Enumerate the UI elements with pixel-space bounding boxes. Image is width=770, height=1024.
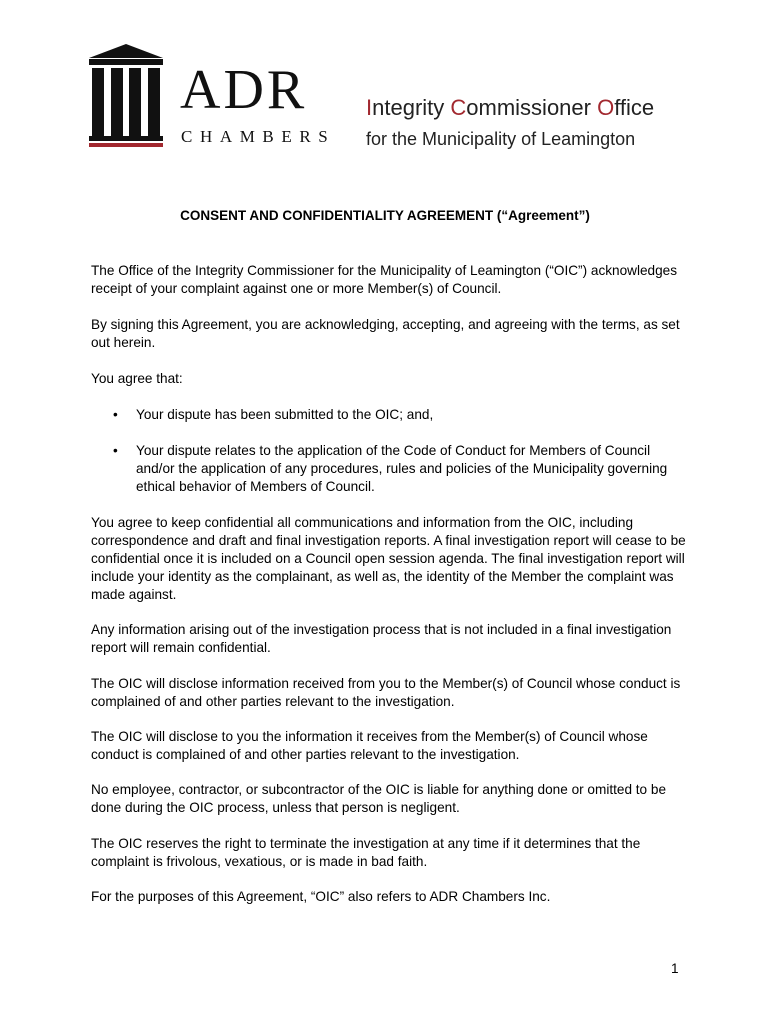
paragraph-you-agree: You agree that: <box>91 371 183 386</box>
building-logo-icon <box>89 44 163 148</box>
paragraph-information: Any information arising out of the investigation process that is not included in a final investigation report will remain confidential. <box>91 622 672 655</box>
bullet-icon: • <box>113 443 118 458</box>
paragraph-signing: By signing this Agreement, you are acknowledging, accepting, and agreeing with the terms, as set out herein. <box>91 317 680 350</box>
paragraph-intro: The Office of the Integrity Commissioner for the Municipality of Leamington (“OIC”) acknowledges receipt of your complaint against one or more Member(s) of Council. <box>91 263 678 296</box>
page-number: 1 <box>671 961 679 976</box>
paragraph-purposes: For the purposes of this Agreement, “OIC” also refers to ADR Chambers Inc. <box>91 889 551 904</box>
list-item-text: Your dispute relates to the application of the Code of Conduct for Members of Council and/or the application of any procedures, rules and policies of the Municipality governing ethical behavior of Members of Council. <box>136 443 668 494</box>
office-subtitle: for the Municipality of Leamington <box>366 129 636 149</box>
paragraph-termination: The OIC reserves the right to terminate the investigation at any time if it determines that the complaint is frivolous, vexatious, or is made in bad faith. <box>91 836 641 869</box>
logo-wordmark: ADR <box>180 59 308 121</box>
paragraph-confidentiality: You agree to keep confidential all communications and information from the OIC, including correspondence and draft and final investigation reports. A final investigation report will cease to be confidential once it is included on a Council open session agenda. The final investigation report will include your identity as the complainant, as well as, the identity of the Member the complaint was made against. <box>91 515 686 602</box>
list-item-text: Your dispute has been submitted to the OIC; and, <box>136 407 434 422</box>
document-title: CONSENT AND CONFIDENTIALITY AGREEMENT (“Agreement”) <box>180 208 590 223</box>
paragraph-disclose-to-members: The OIC will disclose information received from you to the Member(s) of Council whose conduct is complained of and other parties relevant to the investigation. <box>91 676 681 709</box>
paragraph-liability: No employee, contractor, or subcontractor of the OIC is liable for anything done or omitted to be done during the OIC process, unless that person is negligent. <box>91 782 667 815</box>
bullet-icon: • <box>113 407 118 422</box>
paragraph-disclose-to-you: The OIC will disclose to you the information it receives from the Member(s) of Council whose conduct is complained of and other parties relevant to the investigation. <box>91 729 648 762</box>
office-title: Integrity Commissioner Office <box>366 95 655 120</box>
logo-subtitle: CHAMBERS <box>181 127 336 146</box>
